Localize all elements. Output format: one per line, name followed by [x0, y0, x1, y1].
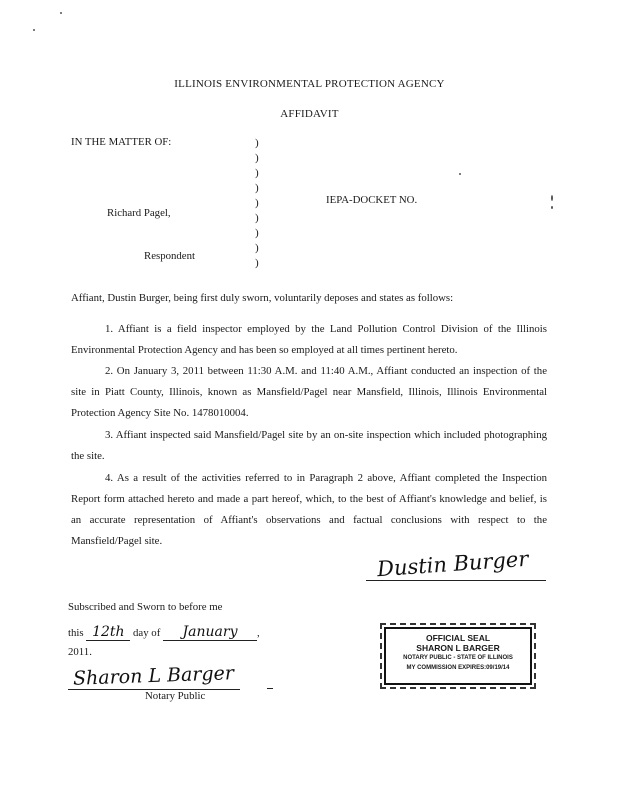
affidavit-paragraph-4	[71, 468, 547, 552]
scan-speck	[60, 12, 62, 14]
party-role: Respondent	[144, 250, 195, 262]
paragraph-text: 1. Affiant is a field inspector employed by the Land Pollution Control Division of the Illinois Environmental Protection Agency and has been so employed at all times pertinent hereto.	[71, 323, 547, 356]
affidavit-intro: Affiant, Dustin Burger, being first duly sworn, voluntarily deposes and states as follows:	[71, 292, 454, 304]
affidavit-paragraph-3	[71, 425, 547, 467]
caption-paren: )	[255, 197, 259, 209]
seal-title: OFFICIAL SEAL	[425, 633, 491, 643]
affiant-signature-line	[366, 580, 546, 581]
seal-state-line: NOTARY PUBLIC - STATE OF ILLINOIS	[403, 655, 513, 661]
stray-mark	[267, 688, 273, 689]
scan-speck	[551, 195, 553, 201]
party-name: Richard Pagel,	[107, 207, 171, 219]
scan-speck	[33, 29, 35, 31]
jurat-date-line	[68, 624, 260, 641]
notary-signature: Sharon L Barger	[72, 662, 235, 690]
caption-paren: )	[255, 137, 259, 149]
paragraph-text: 3. Affiant inspected said Mansfield/Pagel site by an on-site inspection which included photographing the site.	[71, 429, 547, 462]
docket-number-label: IEPA-DOCKET NO.	[326, 194, 418, 206]
caption-paren: )	[255, 227, 259, 239]
seal-commission-line: MY COMMISSION EXPIRES:09/19/14	[406, 665, 510, 671]
jurat-comma: ,	[257, 627, 260, 639]
affidavit-paragraph-1	[71, 319, 547, 361]
jurat-day-of-text: day of	[133, 627, 161, 639]
jurat-year: 2011.	[68, 646, 92, 658]
in-the-matter-of-label: IN THE MATTER OF:	[71, 136, 172, 148]
caption-paren: )	[255, 167, 259, 179]
paragraph-text: 4. As a result of the activities referred to in Paragraph 2 above, Affiant completed the Inspection Report form attached hereto and made a part hereof, which, to the best of Affiant's knowledge and belief, is an accurate representation of Affiant's observations and factual conclusions with respect to the Mansfield/Pagel site.	[71, 472, 547, 547]
official-notary-seal	[384, 627, 532, 685]
jurat-this-text: this	[68, 627, 84, 639]
affiant-signature: Dustin Burger	[376, 546, 530, 582]
caption-paren: )	[255, 152, 259, 164]
caption-paren: )	[255, 257, 259, 269]
jurat-subscribed-text: Subscribed and Sworn to before me	[68, 601, 223, 613]
caption-parentheses-column	[255, 136, 259, 271]
scan-speck	[459, 173, 461, 175]
document-type-title: AFFIDAVIT	[280, 108, 339, 120]
caption-paren: )	[255, 182, 259, 194]
agency-title: ILLINOIS ENVIRONMENTAL PROTECTION AGENCY	[174, 78, 445, 90]
notary-public-label: Notary Public	[145, 690, 206, 702]
scan-speck	[551, 206, 553, 209]
seal-notary-name: SHARON L BARGER	[416, 643, 500, 653]
jurat-month-handwritten: January	[163, 624, 257, 641]
jurat-day-handwritten: 12th	[86, 624, 130, 641]
caption-paren: )	[255, 242, 259, 254]
affidavit-paragraph-2	[71, 361, 547, 424]
paragraph-text: 2. On January 3, 2011 between 11:30 A.M. and 11:40 A.M., Affiant conducted an inspection of the site in Piatt County, Illinois, known as Mansfield/Pagel near Mansfield, Illinois, Illinois Environmental Protection Agency Site No. 1478010004.	[71, 365, 547, 419]
caption-paren: )	[255, 212, 259, 224]
